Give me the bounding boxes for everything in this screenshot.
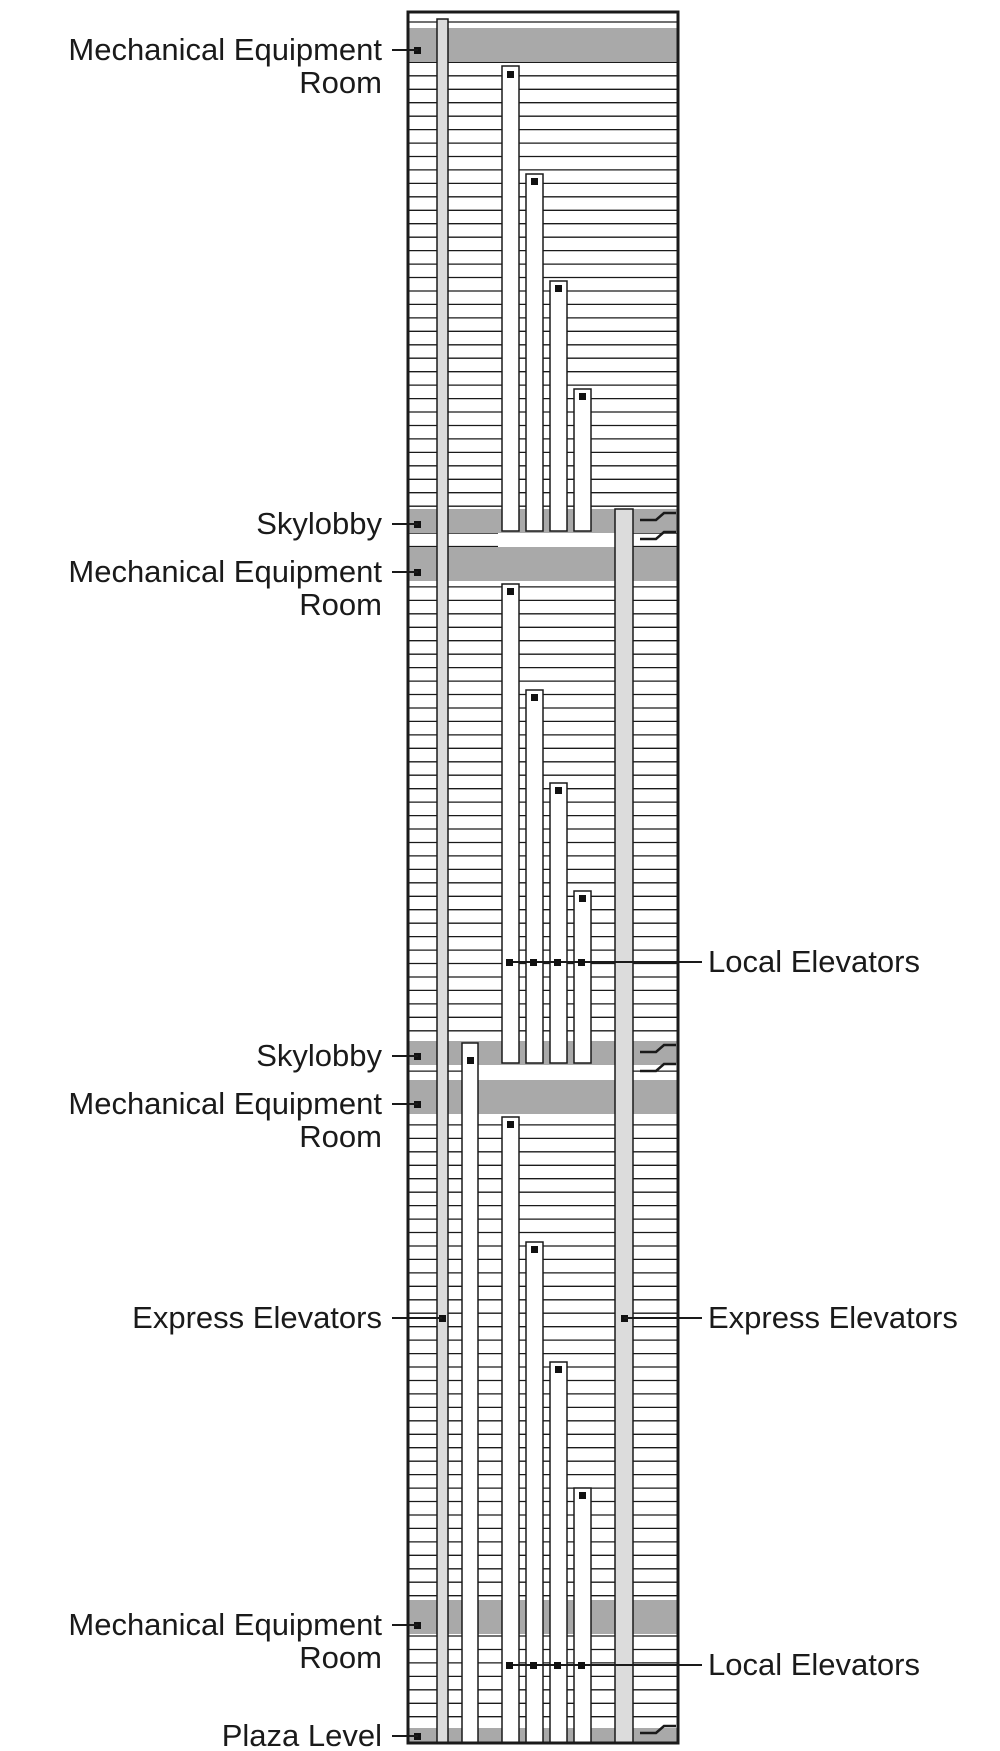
label-express-elevators-left: Express Elevators xyxy=(132,1300,382,1335)
local-shaft-middle-4 xyxy=(574,891,591,1063)
stop-marker xyxy=(506,1662,513,1669)
local-shaft-middle-2 xyxy=(526,690,543,1063)
label-local-elevators-upper: Local Elevators xyxy=(708,944,920,979)
local-shaft-middle-1 xyxy=(502,584,519,1063)
escalator-icon-lower-b xyxy=(640,1064,676,1071)
local-shaft-upper-2 xyxy=(526,174,543,531)
label-skylobby-upper: Skylobby xyxy=(256,506,382,541)
express-shaft-left xyxy=(437,19,448,1743)
label-mech-room-4-cont: Room xyxy=(299,1640,382,1675)
label-local-elevators-lower: Local Elevators xyxy=(708,1647,920,1682)
stop-marker xyxy=(579,895,586,902)
local-shaft-upper-4 xyxy=(574,389,591,531)
stop-marker xyxy=(555,285,562,292)
label-mech-room-2-cont: Room xyxy=(299,587,382,622)
local-shaft-upper-1 xyxy=(502,66,519,531)
stop-marker xyxy=(555,1366,562,1373)
label-mech-room-3-cont: Room xyxy=(299,1119,382,1154)
stop-marker xyxy=(530,1662,537,1669)
stop-marker xyxy=(578,959,585,966)
stop-marker xyxy=(507,1121,514,1128)
shuttle-shaft xyxy=(462,1043,478,1743)
local-shaft-lower-1 xyxy=(502,1117,519,1743)
stop-marker xyxy=(530,959,537,966)
stop-marker xyxy=(467,1057,474,1064)
local-shaft-upper-3 xyxy=(550,281,567,531)
stop-marker xyxy=(554,1662,561,1669)
label-plaza-level: Plaza Level xyxy=(221,1718,382,1751)
stop-marker xyxy=(531,178,538,185)
label-mech-room-1: Mechanical Equipment xyxy=(68,32,382,67)
stop-marker xyxy=(531,694,538,701)
stop-marker xyxy=(507,588,514,595)
local-shaft-lower-4 xyxy=(574,1488,591,1743)
stop-marker xyxy=(506,959,513,966)
local-shaft-lower-3 xyxy=(550,1362,567,1743)
local-elevators-upper-callout xyxy=(506,959,702,966)
escalator-symbols xyxy=(640,513,676,1733)
stop-marker xyxy=(579,1492,586,1499)
label-express-elevators-right: Express Elevators xyxy=(708,1300,958,1335)
stop-marker xyxy=(554,959,561,966)
express-shaft-right xyxy=(615,509,633,1743)
stop-marker xyxy=(531,1246,538,1253)
label-mech-room-4: Mechanical Equipment xyxy=(68,1607,382,1642)
corridor-lower xyxy=(478,1065,615,1080)
stop-marker xyxy=(579,393,586,400)
stop-marker xyxy=(555,787,562,794)
label-skylobby-lower: Skylobby xyxy=(256,1038,382,1073)
stop-marker xyxy=(507,71,514,78)
local-shaft-middle-3 xyxy=(550,783,567,1063)
label-mech-room-3: Mechanical Equipment xyxy=(68,1086,382,1121)
label-mech-room-2: Mechanical Equipment xyxy=(68,554,382,589)
corridor-upper xyxy=(498,533,615,547)
label-mech-room-1-cont: Room xyxy=(299,65,382,100)
stop-marker xyxy=(578,1662,585,1669)
